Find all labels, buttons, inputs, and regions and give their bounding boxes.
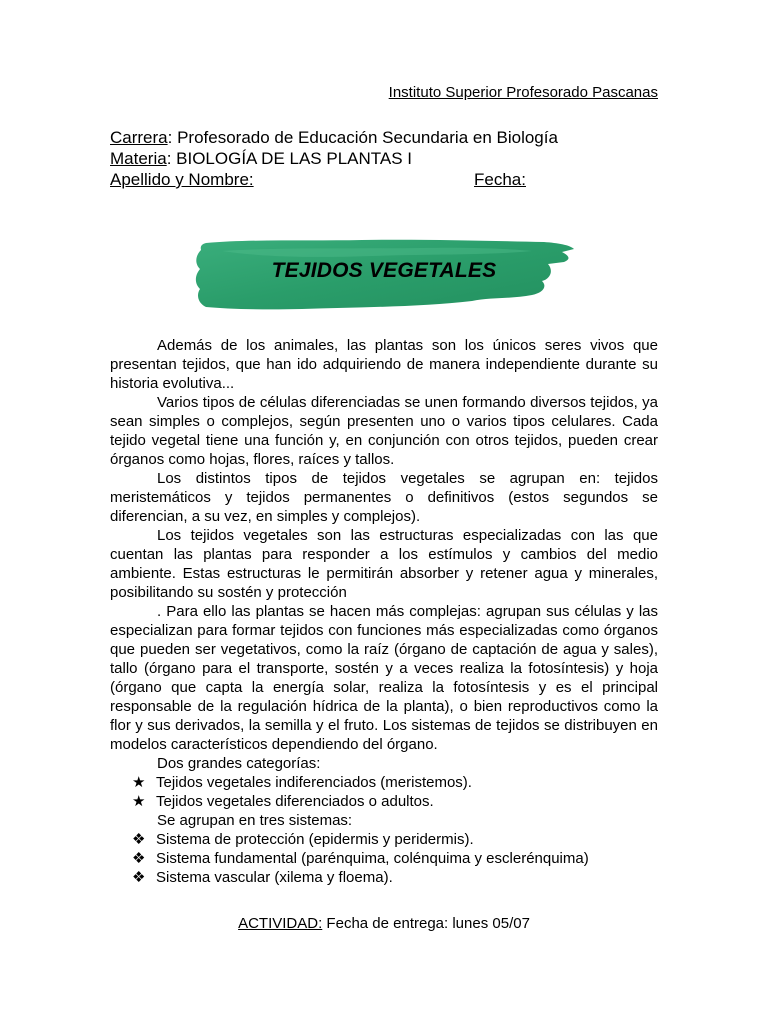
categories-list [110, 773, 658, 811]
activity-line [0, 915, 768, 932]
paragraph-5: . Para ello las plantas se hacen más complejas: agrupan sus células y las especializan para formar tejidos con funciones más especializadas como órganos que pueden ser vegetativos, como la raíz (órgano de captación de agua y sales), tallo (órgano para el transporte, sostén y a veces realiza la fotosíntesis) y hoja (órgano que capta la energía solar, realiza la fotosíntesis y es el principal responsable de la regulación hídrica de la planta), o bien reproductivos como la flor y sus derivados, la semilla y el fruto. Los sistemas de tejidos se distribuyen en modelos característicos dependiendo del órgano. [110, 603, 658, 753]
activity-text: Fecha de entrega: lunes 05/07 [322, 915, 530, 932]
diamond-bullet-icon: ❖ [132, 831, 146, 848]
list-item-text: Tejidos vegetales diferenciados o adultos. [156, 793, 434, 810]
categories-intro: Dos grandes categorías: [157, 755, 321, 772]
materia-value: : BIOLOGÍA DE LAS PLANTAS I [166, 149, 413, 168]
carrera-value: : Profesorado de Educación Secundaria en Biología [167, 128, 558, 147]
paragraph-2: Varios tipos de células diferenciadas se unen formando diversos tejidos, ya sean simples o complejos, según presenten uno o varios tipos celulares. Cada tejido vegetal tiene una función y, en conjunción con otros tejidos, pueden crear órganos como hojas, flores, raíces y tallos. [110, 394, 658, 468]
list-item-text: Sistema fundamental (parénquima, colénquima y esclerénquima) [156, 850, 589, 867]
activity-label: ACTIVIDAD: [238, 915, 323, 932]
list-item-text: Sistema de protección (epidermis y peridermis). [156, 831, 474, 848]
paragraph-1: Además de los animales, las plantas son los únicos seres vivos que presentan tejidos, que han ido adquiriendo de manera independiente durante su historia evolutiva... [110, 337, 658, 392]
paragraph-4: Los tejidos vegetales son las estructuras especializadas con las que cuentan las plantas para responder a los estímulos y cambios del medio ambiente. Estas estructuras le permitirán absorber y retener agua y minerales, posibilitando su sostén y protección [110, 527, 658, 601]
diamond-bullet-icon: ❖ [132, 850, 146, 867]
paragraph-3: Los distintos tipos de tejidos vegetales se agrupan en: tejidos meristemáticos y tejidos permanentes o definitivos (estos segundos se diferencian, a su vez, en simples y complejos). [110, 470, 658, 525]
main-content [110, 336, 658, 887]
star-bullet-icon: ★ [132, 793, 146, 810]
list-item [110, 830, 658, 849]
carrera-row [110, 127, 670, 148]
materia-label: Materia [110, 149, 167, 168]
name-row [110, 169, 670, 190]
systems-intro: Se agrupan en tres sistemas: [157, 812, 353, 829]
systems-list [110, 830, 658, 887]
list-item [110, 773, 658, 792]
page-title: TEJIDOS VEGETALES [271, 259, 497, 282]
diamond-bullet-icon: ❖ [132, 869, 146, 886]
list-item [110, 849, 658, 868]
list-item-text: Tejidos vegetales indiferenciados (meristemos). [156, 774, 472, 791]
materia-row [110, 148, 670, 169]
institute-name: Instituto Superior Profesorado Pascanas [388, 84, 658, 101]
fecha-label: Fecha: [474, 170, 526, 189]
apellido-label: Apellido y Nombre: [110, 170, 254, 189]
carrera-label: Carrera [110, 128, 168, 147]
list-item [110, 792, 658, 811]
student-info [110, 127, 670, 190]
list-item-text: Sistema vascular (xilema y floema). [156, 869, 393, 886]
title-banner [192, 237, 576, 311]
star-bullet-icon: ★ [132, 774, 146, 791]
list-item [110, 868, 658, 887]
